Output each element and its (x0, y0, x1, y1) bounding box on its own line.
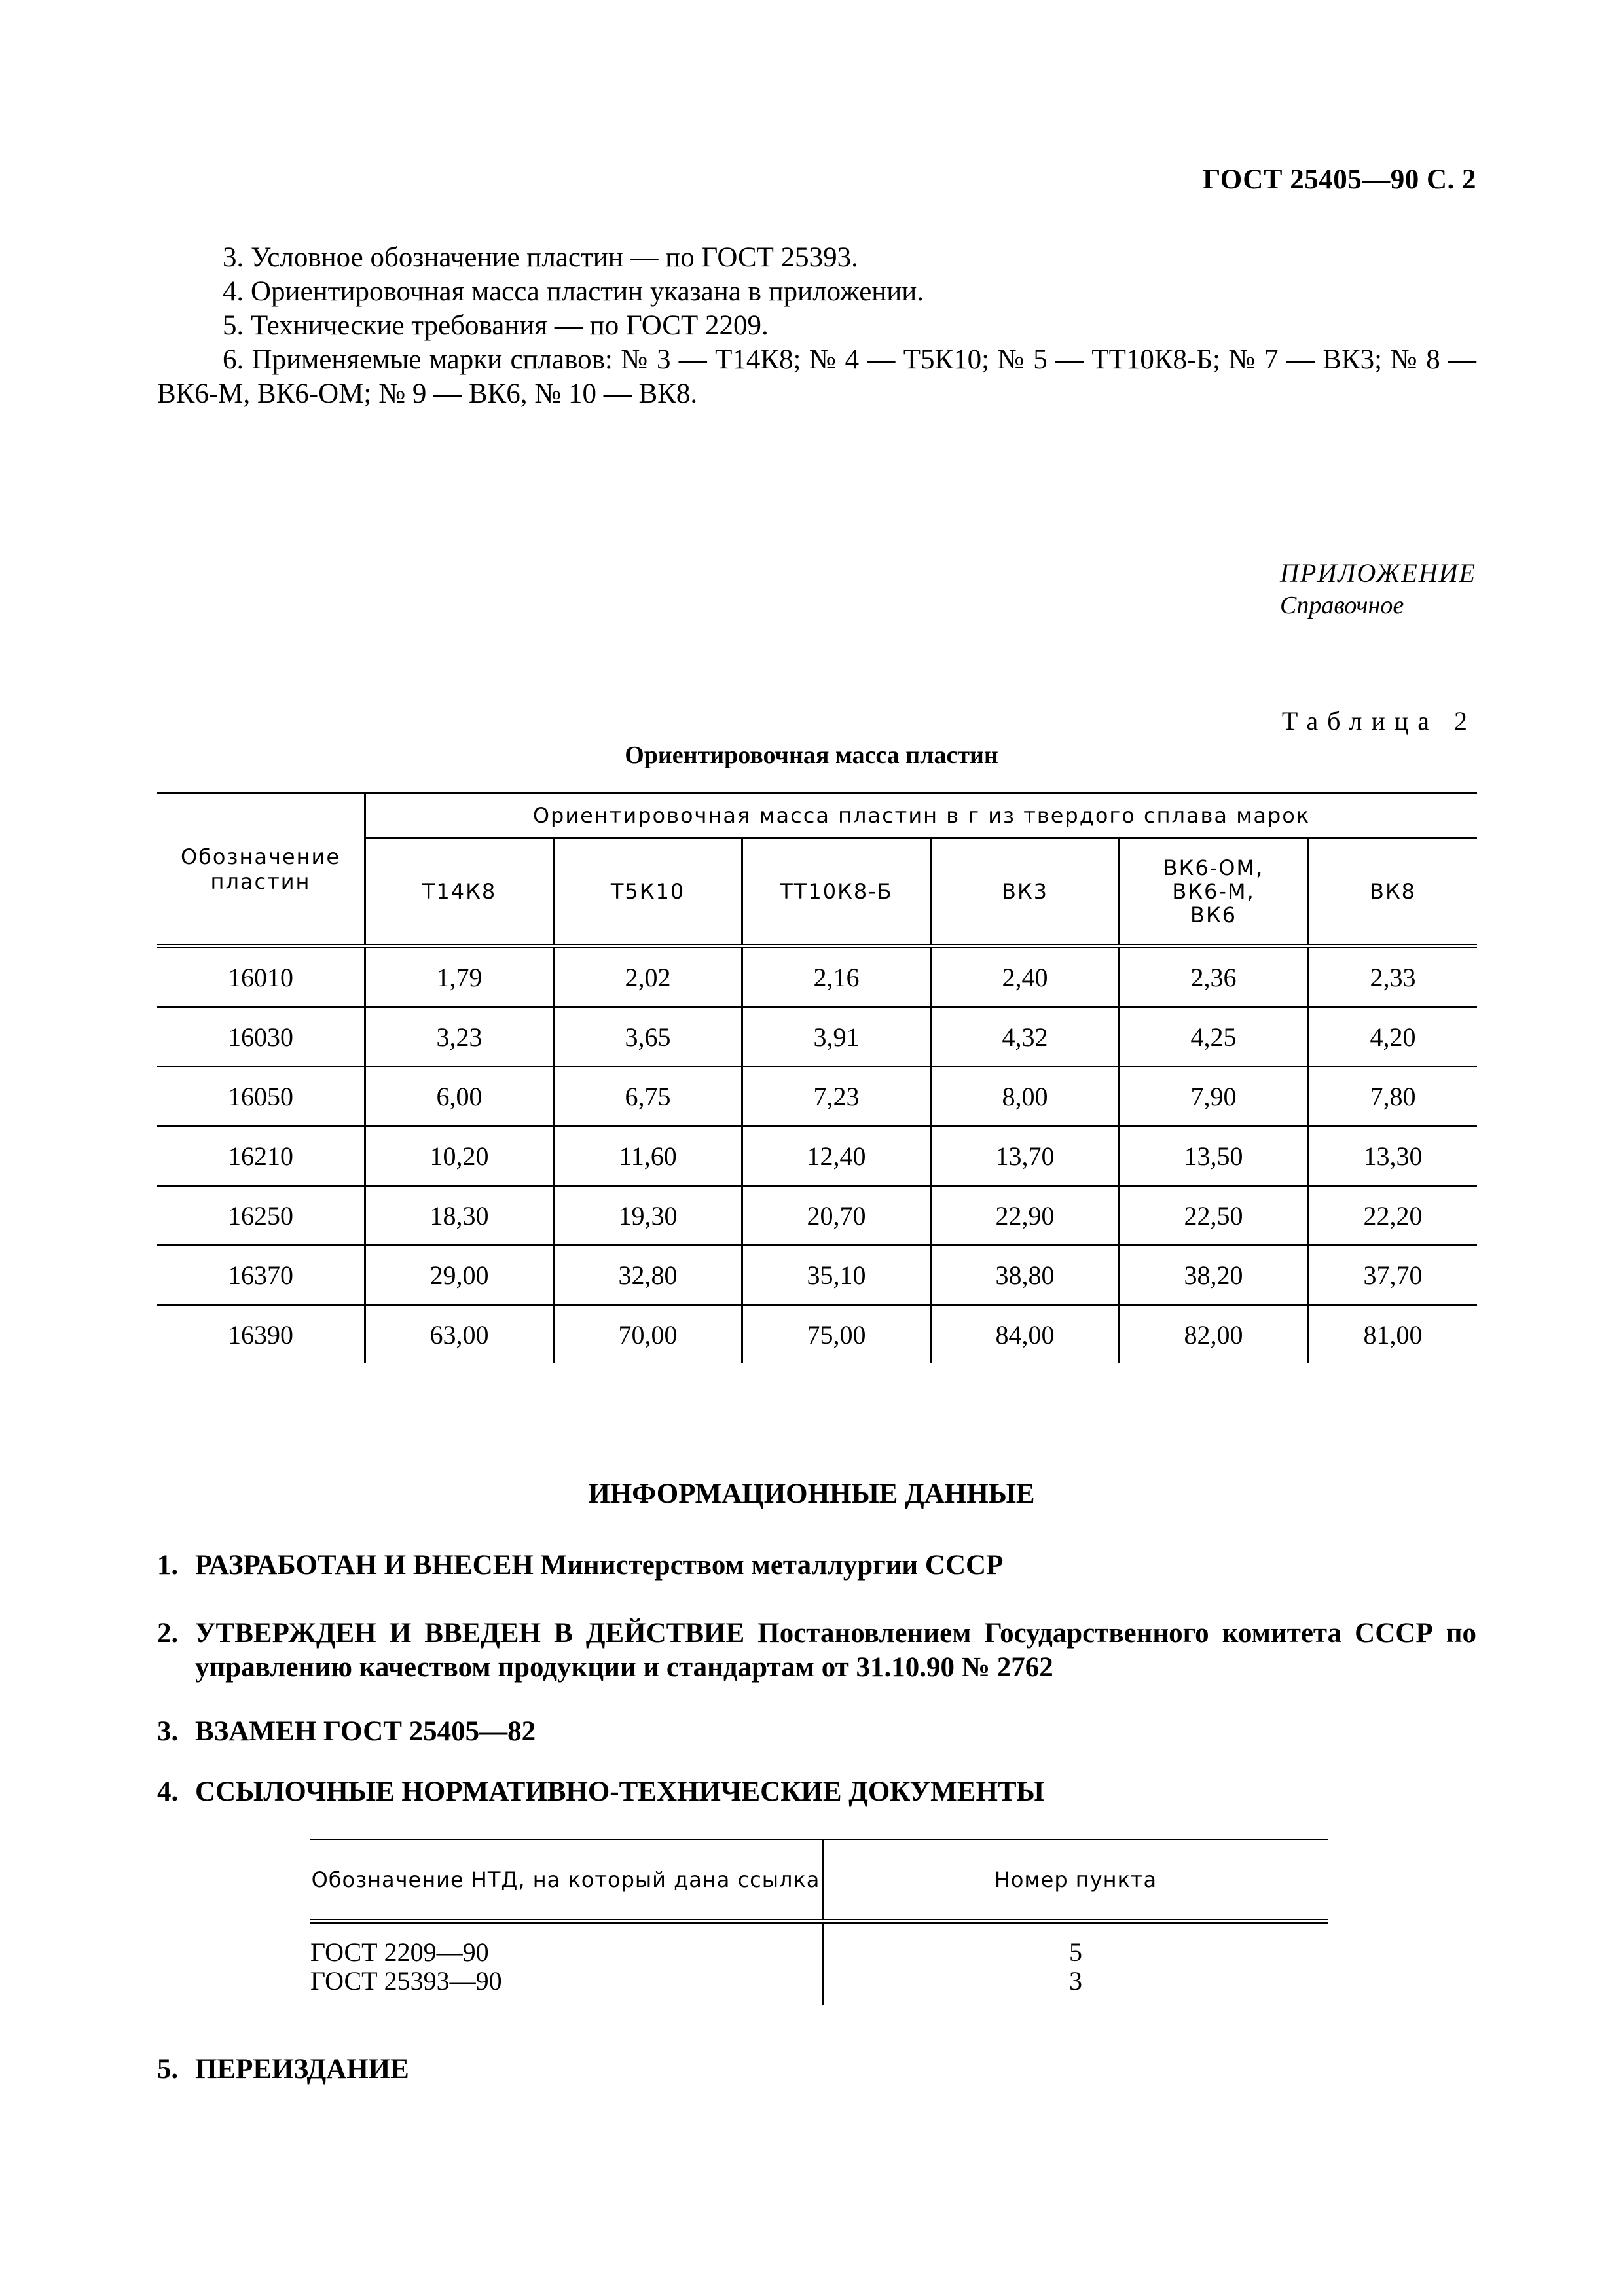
mass-cell: 7,23 (742, 1067, 931, 1126)
info-item (157, 1549, 1476, 1583)
paragraph-4: 4. Ориентировочная масса пластин указана в приложении. (223, 276, 924, 307)
mass-cell: 70,00 (554, 1305, 742, 1364)
mass-cell: 12,40 (742, 1126, 931, 1186)
group-header: Ориентировочная масса пластин в г из твердого сплава марок (365, 793, 1478, 838)
mass-cell: 19,30 (554, 1186, 742, 1246)
info-item (157, 2053, 1476, 2087)
info-item (157, 1617, 1476, 1685)
table-row (157, 1007, 1477, 1067)
grade-header: Т14К8 (365, 838, 554, 946)
designation-cell: 16030 (157, 1007, 365, 1067)
info-item-number: 1. (157, 1550, 179, 1581)
mass-cell: 3,65 (554, 1007, 742, 1067)
mass-cell: 7,90 (1120, 1067, 1308, 1126)
info-item-number: 3. (157, 1716, 179, 1747)
mass-cell: 63,00 (365, 1305, 554, 1364)
appendix-heading (1280, 558, 1476, 620)
mass-cell: 4,25 (1120, 1007, 1308, 1067)
refs-document: ГОСТ 25393—90 (310, 1966, 502, 1996)
designation-cell: 16390 (228, 1319, 293, 1350)
mass-cell: 37,70 (1308, 1246, 1478, 1305)
mass-cell: 6,75 (554, 1067, 742, 1126)
refs-clause: 3 (1069, 1966, 1082, 1996)
references-table (310, 1839, 1328, 2005)
mass-cell: 3,91 (742, 1007, 931, 1067)
mass-cell: 84,00 (931, 1305, 1120, 1364)
mass-cell: 22,20 (1308, 1186, 1478, 1246)
col-designation-header: Обозначение пластин (157, 793, 365, 946)
grade-header: Т5К10 (554, 838, 742, 946)
mass-cell: 7,80 (1308, 1067, 1478, 1126)
info-item-text: ПЕРЕИЗДАНИЕ (195, 2054, 409, 2085)
refs-col-document: Обозначение НТД, на который дана ссылка (310, 1840, 823, 1922)
page-header: ГОСТ 25405—90 С. 2 (1202, 164, 1476, 195)
table-title: Ориентировочная масса пластин (625, 742, 998, 769)
mass-cell: 38,20 (1120, 1246, 1308, 1305)
info-item-number: 5. (157, 2054, 179, 2085)
refs-clause: 5 (1069, 1937, 1082, 1967)
designation-cell: 16210 (157, 1126, 365, 1186)
grade-header: ТТ10К8-Б (742, 838, 931, 946)
grade-header: ВК3 (931, 838, 1120, 946)
mass-cell: 82,00 (1120, 1305, 1308, 1364)
mass-cell: 18,30 (365, 1186, 554, 1246)
mass-cell: 32,80 (554, 1246, 742, 1305)
designation-cell: 16370 (157, 1246, 365, 1305)
paragraph-5: 5. Технические требования — по ГОСТ 2209. (223, 310, 769, 341)
table-row (157, 1186, 1477, 1246)
mass-table (157, 792, 1477, 1363)
info-item-number: 4. (157, 1776, 179, 1807)
grade-header: ВК6-ОМ, ВК6-М, ВК6 (1120, 838, 1308, 946)
info-item-text: РАЗРАБОТАН И ВНЕСЕН Министерством металлургии СССР (195, 1550, 1004, 1581)
table-row (157, 1126, 1477, 1186)
refs-clauses (823, 1922, 1328, 2005)
mass-cell: 2,33 (1308, 946, 1478, 1007)
paragraph-6: 6. Применяемые марки сплавов: № 3 — Т14К8; № 4 — Т5К10; № 5 — ТТ10К8-Б; № 7 — ВК3; № 8 — ВК6-М, ВК6-ОМ; № 9 — ВК6, № 10 — ВК8. (157, 344, 1476, 409)
mass-cell: 2,16 (742, 946, 931, 1007)
mass-cell: 2,36 (1120, 946, 1308, 1007)
body-paragraphs (157, 241, 1476, 411)
refs-documents (310, 1922, 823, 2005)
mass-cell: 13,50 (1120, 1126, 1308, 1186)
mass-cell: 22,50 (1120, 1186, 1308, 1246)
info-item-text: УТВЕРЖДЕН И ВВЕДЕН В ДЕЙСТВИЕ Постановлением Государственного комитета СССР по управлению качеством продукции и стандартам от 31.10.90 № 2762 (195, 1618, 1476, 1683)
mass-cell: 13,30 (1308, 1126, 1478, 1186)
refs-col-clause: Номер пункта (823, 1840, 1328, 1922)
designation-cell: 16050 (157, 1067, 365, 1126)
table-row (157, 1246, 1477, 1305)
mass-cell: 6,00 (365, 1067, 554, 1126)
info-item-number: 2. (157, 1618, 179, 1649)
appendix-subtitle: Справочное (1280, 592, 1404, 619)
table-row (157, 946, 1477, 1007)
info-item (157, 1775, 1476, 1809)
info-item (157, 1715, 1476, 1749)
mass-cell: 8,00 (931, 1067, 1120, 1126)
designation-cell: 16010 (157, 946, 365, 1007)
mass-cell: 29,00 (365, 1246, 554, 1305)
mass-cell: 38,80 (931, 1246, 1120, 1305)
appendix-title: ПРИЛОЖЕНИЕ (1280, 558, 1476, 588)
mass-cell: 81,00 (1308, 1305, 1478, 1364)
mass-cell: 13,70 (931, 1126, 1120, 1186)
mass-cell: 2,02 (554, 946, 742, 1007)
mass-cell: 1,79 (365, 946, 554, 1007)
mass-cell: 11,60 (554, 1126, 742, 1186)
table-row (157, 1067, 1477, 1126)
table-row (157, 1305, 1477, 1364)
mass-cell: 4,20 (1308, 1007, 1478, 1067)
mass-cell: 10,20 (365, 1126, 554, 1186)
mass-cell: 75,00 (742, 1305, 931, 1364)
grade-header: ВК8 (1308, 838, 1478, 946)
mass-cell: 4,32 (931, 1007, 1120, 1067)
designation-cell: 16250 (157, 1186, 365, 1246)
info-item-text: ВЗАМЕН ГОСТ 25405—82 (195, 1716, 536, 1747)
mass-cell: 20,70 (742, 1186, 931, 1246)
mass-cell: 35,10 (742, 1246, 931, 1305)
mass-cell: 3,23 (365, 1007, 554, 1067)
mass-cell: 2,40 (931, 946, 1120, 1007)
paragraph-3: 3. Условное обозначение пластин — по ГОСТ 25393. (223, 242, 858, 273)
info-item-text: ССЫЛОЧНЫЕ НОРМАТИВНО-ТЕХНИЧЕСКИЕ ДОКУМЕНТЫ (195, 1776, 1044, 1807)
mass-cell: 22,90 (931, 1186, 1120, 1246)
table-label: Таблица 2 (1281, 706, 1476, 736)
refs-document: ГОСТ 2209—90 (310, 1937, 489, 1967)
info-title: ИНФОРМАЦИОННЫЕ ДАННЫЕ (588, 1479, 1035, 1509)
